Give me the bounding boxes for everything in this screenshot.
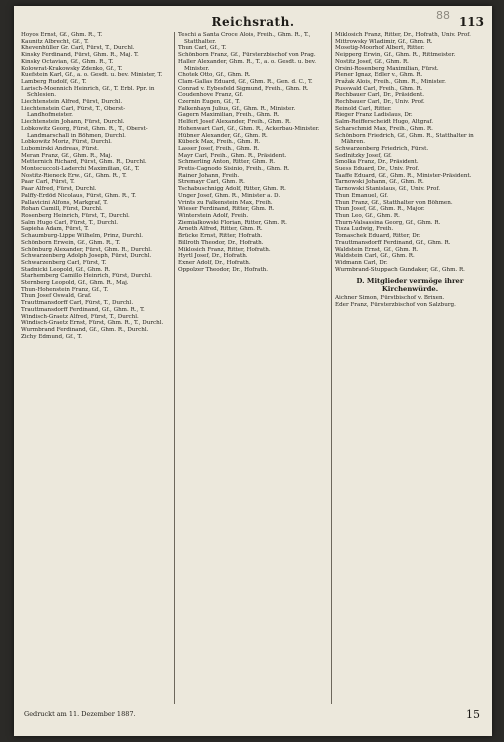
member-entry: Helfert Josef Alexander, Freih., Ghm. R. [178,119,291,126]
member-entry: Schönborn Franz, Gf., Fürsterzbischof von Prag. [178,52,316,59]
member-entry: Winterstein Adolf, Freih. [178,212,249,219]
member-entry: Falkenhayn Julius, Gf., Ghm. R., Minister. [178,105,296,112]
member-entry: Trauttmansdorff Carl, Fürst, T., Durchl. [21,300,134,307]
member-entry: Suess Eduard, Dr., Univ. Prof. [335,166,420,173]
member-entry: Conrad v. Eybesfeld Sigmund, Freih., Ghm. R. [178,85,309,92]
member-entry: Kinsky Octavian, Gf., Ghm. R., T. [21,58,114,65]
member-entry: Rainer Johann, Freih. [178,172,240,179]
member-entry: Schaumburg-Lippe Wilhelm, Prinz, Durchl. [21,233,144,240]
member-entry: Rechbauer Carl, Dr., Univ. Prof. [335,99,425,106]
member-entry: Schönburg Alexander, Fürst, Ghm. R., Durchl. [21,246,152,253]
column-1 [18,32,175,704]
member-entry: Thun Josef, Gf., Ghm. R., Major. [335,206,425,213]
member-entry: Rieger Franz Ladislaus, Dr. [335,112,413,119]
member-entry: Thun Emanuel, Gf. [335,192,389,199]
member-entry: Aichner Simon, Fürstbischof v. Brixen. [335,295,445,302]
member-entry: Kinsky Ferdinand, Fürst, Ghm. R., Maj. T. [21,52,139,59]
member-entry: Pražak Alois, Freih., Ghm. R., Minister. [335,78,446,85]
member-entry: Thun-Hohenstein Franz, Gf., T. [21,286,109,293]
member-entry: Lubomirski Andreas, Fürst. [21,145,99,152]
footer-page-number: 15 [466,708,480,721]
member-entry: Mayr Carl, Freih., Ghm. R., Präsident. [178,152,287,159]
member-entry: Hoyos Ernst, Gf., Ghm. R., T. [21,32,103,38]
member-entry: Meran Franz, Gf., Ghm. R., Maj. [21,152,113,159]
member-entry: Taaffe Eduard, Gf., Ghm. R., Minister-Präsident. [335,172,472,179]
page-header [14,6,492,32]
member-entry: Widmann Carl, Dr. [335,259,388,266]
member-entry: Scharschmid Max, Freih., Ghm. R. [335,125,433,132]
member-entry: Waldstein Carl, Gf., Ghm. R. [335,253,415,260]
member-entry: Rohan Camill, Fürst, Durchl. [21,206,103,213]
member-entry: Czernin Eugen, Gf., T. [178,99,241,106]
member-entry: Wieser Ferdinand, Ritter, Ghm. R. [178,206,275,213]
member-entry: Kuefstein Karl, Gf., a. o. Gesdt. u. bev. Minister, T. [21,72,163,79]
member-entry: Smolka Franz, Dr., Präsident. [335,159,419,166]
member-entry: Kolowrat-Krakowsky Zdenko, Gf., T. [21,65,123,72]
member-entry: Thun Franz, Gf., Statthalter von Böhmen. [335,199,453,206]
member-entry: Pretis-Cagnodo Sisinio, Freih., Ghm. R. [178,166,290,173]
member-entry: Palffy-Erdöd Nicolaus, Fürst, Ghm. R., T. [21,192,137,199]
member-entry: Clam-Gallas Eduard, Gf., Ghm. R., Gen. d. C., T. [178,78,313,85]
member-entry: Liechtenstein Alfred, Fürst, Durchl. [21,99,123,106]
member-entry: Miklosich Franz, Ritter, Dr., Hofrath, Univ. Prof. [335,32,471,38]
member-entry: Schönborn Erwein, Gf., Ghm. R., T. [21,239,121,246]
member-entry: Hübner Alexander, Gf., Ghm. R. [178,132,268,139]
member-entry: Tarnowski Stanislaus, Gf., Univ. Prof. [335,186,441,193]
member-entry: Wurmbrand Ferdinand, Gf., Ghm. R., Durchl. [21,326,149,333]
folio-number: 113 [458,15,484,29]
member-entry: Unger Josef, Ghm. R., Minister a. D. [178,192,281,199]
member-entry: Rosenberg Heinrich, Fürst, T., Durchl. [21,212,130,219]
member-entry: Kübeck Max, Freih., Ghm. R. [178,139,261,146]
member-entry: Schwarzenberg Carl, Fürst, T. [21,259,107,266]
member-entry: Schmerling Anton, Ritter, Ghm. R. [178,159,276,166]
member-entry: Tschabuschnigg Adolf, Ritter, Ghm. R. [178,186,286,193]
member-entry: Gagern Maximilian, Freih., Ghm. R. [178,112,280,119]
member-entry: Rechbauer Carl, Dr., Präsident. [335,92,425,99]
member-entry: Ziemialkowski Florian, Ritter, Ghm. R. [178,219,287,226]
member-entry: Liechtenstein Carl, Fürst, T., Oberst-Landhofmeister. [21,105,126,119]
member-entry: Hohenwart Carl, Gf., Ghm. R., Ackerbau-Minister. [178,125,320,132]
member-entry: Khevenhüller Gr. Carl, Fürst, T., Durchl. [21,45,135,52]
member-entry: Windisch-Graetz Alfred, Fürst, T., Durchl. [21,313,139,320]
member-entry: Coudenhove Franz, Gf. [178,92,244,99]
printed-date-note: Gedruckt am 11. Dezember 1887. [24,710,136,718]
member-entry: Paar Carl, Fürst, T. [21,179,75,186]
member-entry: Nostitz Josef, Gf., Ghm. R. [335,58,409,65]
member-entry: Waldstein Ernst, Gf., Ghm. R. [335,246,419,253]
member-entry: Schönborn Friedrich, Gf., Ghm. R., Statthalter in Mähren. [335,132,474,146]
member-entry: Pallavicini Alfons, Markgraf, T. [21,199,108,206]
member-entry: Arneth Alfred, Ritter, Ghm. R. [178,226,263,233]
document-page [14,6,492,736]
member-entry: Haller Alexander, Ghm. R., T., a. o. Gesdt. u. bev. Minister. [178,58,317,72]
member-entry: Salm Hugo Carl, Fürst, T., Durchl. [21,219,119,226]
section-heading: D. Mitglieder vermöge ihrer Kirchenwürde. [356,277,464,294]
member-entry: Tisza Ludwig, Freih. [335,226,394,233]
member-entry: Lobkowitz Moriz, Fürst, Durchl. [21,139,112,146]
member-entry: Trauttmansdorff Ferdinand, Gf., Ghm. R., T. [21,306,145,313]
member-entry: Oppolzer Theodor, Dr., Hofrath. [178,266,269,273]
page-title: Reichsrath. [211,15,295,29]
member-entry: Salm-Reifferscheidt Hugo, Altgraf. [335,119,434,126]
member-entry: Tarnowski Johann, Gf., Ghm. R. [335,179,424,186]
member-entry: Wurmbrand-Stuppach Gundaker, Gf., Ghm. R. [335,266,465,273]
member-entry: Brücke Ernst, Ritter, Hofrath. [178,233,263,240]
member-entry: Lamberg Rudolf, Gf., T. [21,78,87,85]
member-entry: Orsini-Rosenberg Maximilian, Fürst. [335,65,439,72]
member-entry: Sapieha Adam, Fürst, T. [21,226,89,233]
member-entry: Mittrowsky Wladimir, Gf., Ghm. R. [335,38,433,45]
member-entry: Stremayr Carl, Ghm. R. [178,179,245,186]
column-3 [332,32,488,704]
member-entry: Zichy Edmund, Gf., T. [21,333,83,340]
member-entry: Nostitz-Rieneck Erw., Gf., Ghm. R., T. [21,172,127,179]
member-entry: Thun Leo, Gf., Ghm. R. [335,212,400,219]
member-entry: Tomaschek Eduard, Ritter, Dr. [335,233,421,240]
member-entry: Larisch-Moennich Heinrich, Gf., T. Erbl. Ppr. in Schlesien. [21,85,155,99]
member-entry: Plener Ignaz, Edler v., Ghm. R. [335,72,423,79]
member-entry: Kaunitz Albrecht, Gf., T. [21,38,89,45]
member-entry: Billroth Theodor, Dr., Hofrath. [178,239,264,246]
member-entry: Thun Carl, Gf., T. [178,45,227,52]
member-entry: Hyrtl Josef, Dr., Hofrath. [178,253,248,260]
member-entry: Lobkowitz Georg, Fürst, Ghm. R., T., Oberst-Landmarschall in Böhmen, Durchl. [21,125,148,139]
member-entry: Lasser Josef, Freih., Ghm. R. [178,145,260,152]
column-2 [175,32,332,704]
member-entry: Starhemberg Camillo Heinrich, Fürst, Durchl. [21,273,152,280]
member-entry: Sedlnitzky Josef, Gf. [335,152,392,159]
member-entry: Stadnicki Leopold, Gf., Ghm. R. [21,266,111,273]
page-footer [24,708,480,728]
member-entry: Mosetig-Moorhof Albert, Ritter. [335,45,425,52]
member-entry: Montecuccoli-Laderchi Maximilian, Gf., T. [21,166,140,173]
member-entry: Miklosich Franz, Ritter, Hofrath. [178,246,271,253]
member-entry: Windisch-Graetz Ernst, Fürst, Ghm. R., T., Durchl. [21,320,164,327]
member-entry: Thun Josef Oswald, Graf. [21,293,92,300]
member-entry: Chotek Otto, Gf., Ghm. R. [178,72,251,79]
member-entry: Thurn-Valsassina Georg, Gf., Ghm. R. [335,219,441,226]
member-entry: Pusswald Carl, Freih., Ghm. R. [335,85,423,92]
member-entry: Teschi a Santa Croce Alois, Freih., Ghm. R., T., Statthalter. [178,32,311,45]
member-entry: Trauttmansdorff Ferdinand, Gf., Ghm. R. [335,239,451,246]
member-entry: Reinold Carl, Ritter. [335,105,392,112]
member-entry: Schwarzenberg Friedrich, Fürst. [335,145,429,152]
member-entry: Sternberg Leopold, Gf., Ghm. R., Maj. [21,280,129,287]
member-entry: Vrints zu Falkenstein Max, Freih. [178,199,273,206]
text-columns [18,32,488,704]
member-entry: Eder Franz, Fürsterzbischof von Salzburg. [335,302,456,309]
member-entry: Schwarzenberg Adolph Joseph, Fürst, Durchl. [21,253,152,260]
member-entry: Exner Adolf, Dr., Hofrath. [178,259,251,266]
pencil-mark: 88 [436,9,450,22]
member-entry: Neipperg Erwin, Gf., Ghm. R., Rittmeister. [335,52,456,59]
member-entry: Liechtenstein Johann, Fürst, Durchl. [21,119,125,126]
member-entry: Metternich Richard, Fürst, Ghm. R., Durchl. [21,159,147,166]
member-entry: Paar Alfred, Fürst, Durchl. [21,186,97,193]
